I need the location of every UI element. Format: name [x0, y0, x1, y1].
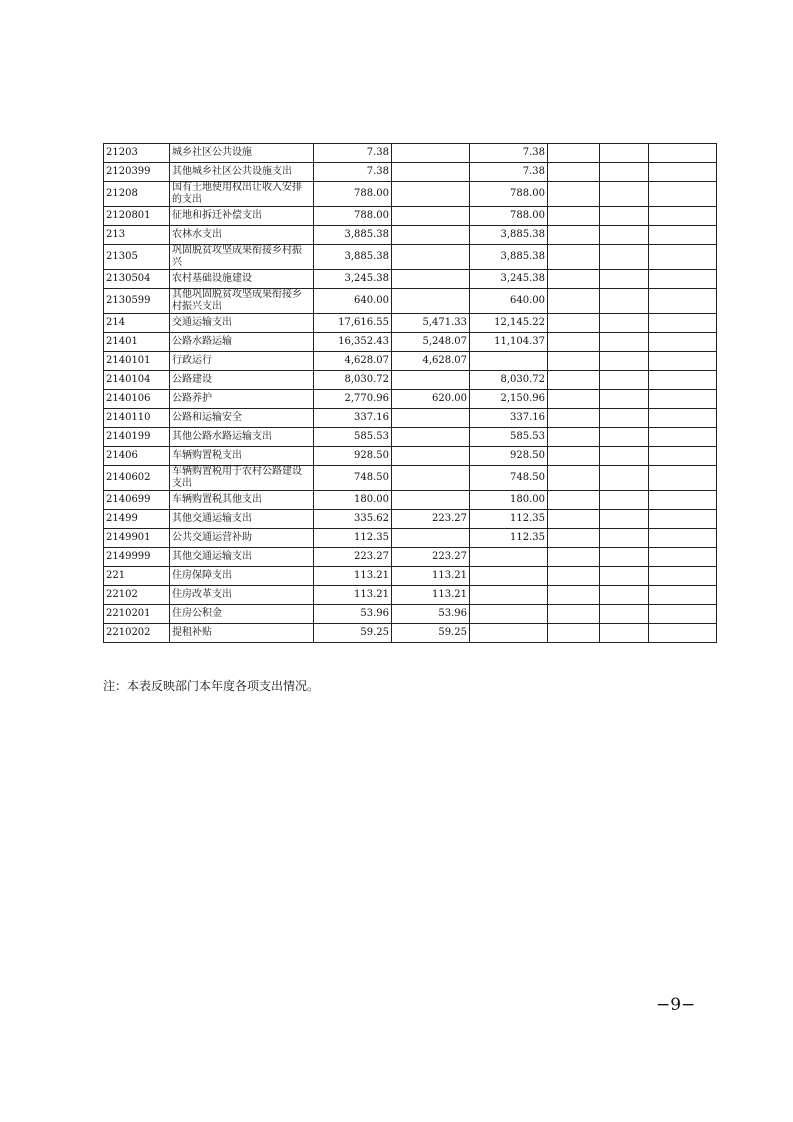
empty-cell — [649, 491, 717, 510]
table-row — [104, 447, 717, 466]
empty-cell — [548, 226, 600, 245]
subject-code-cell: 21401 — [104, 333, 170, 352]
empty-cell — [600, 466, 649, 491]
empty-cell — [600, 491, 649, 510]
empty-cell — [649, 371, 717, 390]
basic-expenditure-cell — [392, 409, 470, 428]
project-expenditure-cell — [470, 605, 548, 624]
subject-name-cell: 车辆购置税支出 — [170, 447, 314, 466]
basic-expenditure-cell — [392, 163, 470, 182]
table-note: 注：本表反映部门本年度各项支出情况。 — [103, 679, 320, 693]
total-cell: 180.00 — [314, 491, 392, 510]
subject-name-cell: 公共交通运营补助 — [170, 529, 314, 548]
project-expenditure-cell: 3,885.38 — [470, 245, 548, 270]
subject-code-cell: 21499 — [104, 510, 170, 529]
empty-cell — [548, 447, 600, 466]
empty-cell — [548, 333, 600, 352]
empty-cell — [548, 371, 600, 390]
empty-cell — [649, 333, 717, 352]
empty-cell — [548, 270, 600, 289]
total-cell: 337.16 — [314, 409, 392, 428]
empty-cell — [649, 548, 717, 567]
subject-name-cell: 公路水路运输 — [170, 333, 314, 352]
subject-code-cell: 21305 — [104, 245, 170, 270]
total-cell: 788.00 — [314, 207, 392, 226]
empty-cell — [600, 245, 649, 270]
project-expenditure-cell: 788.00 — [470, 207, 548, 226]
table-row — [104, 182, 717, 207]
table-row — [104, 289, 717, 314]
basic-expenditure-cell — [392, 529, 470, 548]
empty-cell — [649, 163, 717, 182]
empty-cell — [600, 333, 649, 352]
basic-expenditure-cell: 113.21 — [392, 586, 470, 605]
total-cell: 335.62 — [314, 510, 392, 529]
basic-expenditure-cell — [392, 182, 470, 207]
total-cell: 17,616.55 — [314, 314, 392, 333]
table-row — [104, 510, 717, 529]
empty-cell — [600, 447, 649, 466]
basic-expenditure-cell — [392, 245, 470, 270]
empty-cell — [548, 466, 600, 491]
empty-cell — [649, 466, 717, 491]
subject-code-cell: 214 — [104, 314, 170, 333]
empty-cell — [600, 314, 649, 333]
subject-name-cell: 住房保障支出 — [170, 567, 314, 586]
basic-expenditure-cell: 223.27 — [392, 510, 470, 529]
empty-cell — [600, 226, 649, 245]
empty-cell — [600, 163, 649, 182]
empty-cell — [548, 207, 600, 226]
total-cell: 4,628.07 — [314, 352, 392, 371]
subject-name-cell: 农村基础设施建设 — [170, 270, 314, 289]
subject-code-cell: 2149999 — [104, 548, 170, 567]
empty-cell — [548, 605, 600, 624]
subject-name-cell: 征地和拆迁补偿支出 — [170, 207, 314, 226]
subject-name-cell: 农林水支出 — [170, 226, 314, 245]
subject-code-cell: 213 — [104, 226, 170, 245]
subject-code-cell: 2130599 — [104, 289, 170, 314]
empty-cell — [649, 245, 717, 270]
table-row — [104, 466, 717, 491]
empty-cell — [600, 289, 649, 314]
basic-expenditure-cell — [392, 491, 470, 510]
table-row — [104, 390, 717, 409]
project-expenditure-cell: 7.38 — [470, 144, 548, 163]
page-number: −9− — [656, 995, 696, 1015]
project-expenditure-cell: 788.00 — [470, 182, 548, 207]
subject-code-cell: 221 — [104, 567, 170, 586]
basic-expenditure-cell — [392, 289, 470, 314]
empty-cell — [600, 510, 649, 529]
subject-code-cell: 2140106 — [104, 390, 170, 409]
expenditure-table — [103, 143, 717, 643]
project-expenditure-cell: 180.00 — [470, 491, 548, 510]
empty-cell — [649, 529, 717, 548]
subject-name-cell: 其他交通运输支出 — [170, 510, 314, 529]
subject-name-cell: 车辆购置税其他支出 — [170, 491, 314, 510]
empty-cell — [548, 586, 600, 605]
project-expenditure-cell — [470, 548, 548, 567]
total-cell: 640.00 — [314, 289, 392, 314]
subject-name-cell: 住房公积金 — [170, 605, 314, 624]
empty-cell — [600, 144, 649, 163]
empty-cell — [548, 163, 600, 182]
subject-code-cell: 2210201 — [104, 605, 170, 624]
table-row — [104, 245, 717, 270]
project-expenditure-cell — [470, 352, 548, 371]
total-cell: 3,885.38 — [314, 226, 392, 245]
empty-cell — [600, 270, 649, 289]
empty-cell — [649, 390, 717, 409]
table-row — [104, 333, 717, 352]
total-cell: 113.21 — [314, 567, 392, 586]
empty-cell — [649, 352, 717, 371]
total-cell: 7.38 — [314, 144, 392, 163]
subject-name-cell: 城乡社区公共设施 — [170, 144, 314, 163]
table-row — [104, 586, 717, 605]
project-expenditure-cell: 112.35 — [470, 510, 548, 529]
project-expenditure-cell: 3,245.38 — [470, 270, 548, 289]
subject-name-cell: 车辆购置税用于农村公路建设支出 — [170, 466, 314, 491]
table-row — [104, 207, 717, 226]
empty-cell — [649, 586, 717, 605]
table-row — [104, 409, 717, 428]
total-cell: 788.00 — [314, 182, 392, 207]
empty-cell — [600, 605, 649, 624]
empty-cell — [600, 390, 649, 409]
project-expenditure-cell: 8,030.72 — [470, 371, 548, 390]
total-cell: 112.35 — [314, 529, 392, 548]
basic-expenditure-cell — [392, 466, 470, 491]
empty-cell — [548, 352, 600, 371]
project-expenditure-cell — [470, 567, 548, 586]
empty-cell — [649, 605, 717, 624]
total-cell: 59.25 — [314, 624, 392, 643]
subject-code-cell: 2140104 — [104, 371, 170, 390]
subject-code-cell: 2140602 — [104, 466, 170, 491]
empty-cell — [548, 510, 600, 529]
empty-cell — [548, 144, 600, 163]
project-expenditure-cell: 585.53 — [470, 428, 548, 447]
subject-code-cell: 2120801 — [104, 207, 170, 226]
project-expenditure-cell: 748.50 — [470, 466, 548, 491]
table-row — [104, 144, 717, 163]
basic-expenditure-cell — [392, 144, 470, 163]
subject-code-cell: 21203 — [104, 144, 170, 163]
table-row — [104, 371, 717, 390]
subject-code-cell: 2140101 — [104, 352, 170, 371]
empty-cell — [548, 245, 600, 270]
table-row — [104, 270, 717, 289]
empty-cell — [548, 529, 600, 548]
empty-cell — [548, 567, 600, 586]
table-row — [104, 428, 717, 447]
subject-code-cell: 2130504 — [104, 270, 170, 289]
expenditure-table-body — [104, 144, 717, 643]
subject-name-cell: 交通运输支出 — [170, 314, 314, 333]
empty-cell — [600, 548, 649, 567]
total-cell: 585.53 — [314, 428, 392, 447]
basic-expenditure-cell — [392, 207, 470, 226]
project-expenditure-cell: 112.35 — [470, 529, 548, 548]
project-expenditure-cell: 12,145.22 — [470, 314, 548, 333]
project-expenditure-cell: 640.00 — [470, 289, 548, 314]
empty-cell — [649, 182, 717, 207]
empty-cell — [548, 390, 600, 409]
empty-cell — [548, 182, 600, 207]
subject-name-cell: 公路建设 — [170, 371, 314, 390]
subject-name-cell: 巩固脱贫攻坚成果衔接乡村振兴 — [170, 245, 314, 270]
total-cell: 7.38 — [314, 163, 392, 182]
empty-cell — [649, 226, 717, 245]
basic-expenditure-cell: 59.25 — [392, 624, 470, 643]
empty-cell — [649, 314, 717, 333]
basic-expenditure-cell: 4,628.07 — [392, 352, 470, 371]
empty-cell — [649, 144, 717, 163]
empty-cell — [649, 270, 717, 289]
basic-expenditure-cell: 5,248.07 — [392, 333, 470, 352]
basic-expenditure-cell — [392, 270, 470, 289]
subject-name-cell: 其他公路水路运输支出 — [170, 428, 314, 447]
table-row — [104, 548, 717, 567]
empty-cell — [649, 428, 717, 447]
total-cell: 8,030.72 — [314, 371, 392, 390]
basic-expenditure-cell — [392, 447, 470, 466]
project-expenditure-cell: 11,104.37 — [470, 333, 548, 352]
empty-cell — [600, 352, 649, 371]
subject-name-cell: 公路和运输安全 — [170, 409, 314, 428]
empty-cell — [600, 207, 649, 226]
table-row — [104, 529, 717, 548]
subject-code-cell: 2140199 — [104, 428, 170, 447]
empty-cell — [548, 409, 600, 428]
subject-name-cell: 国有土地使用权出让收入安排的支出 — [170, 182, 314, 207]
subject-name-cell: 行政运行 — [170, 352, 314, 371]
empty-cell — [548, 624, 600, 643]
empty-cell — [600, 529, 649, 548]
table-row — [104, 352, 717, 371]
empty-cell — [548, 548, 600, 567]
total-cell: 16,352.43 — [314, 333, 392, 352]
empty-cell — [649, 510, 717, 529]
empty-cell — [600, 624, 649, 643]
total-cell: 53.96 — [314, 605, 392, 624]
empty-cell — [649, 624, 717, 643]
subject-name-cell: 其他巩固脱贫攻坚成果衔接乡村振兴支出 — [170, 289, 314, 314]
empty-cell — [600, 371, 649, 390]
subject-name-cell: 提租补贴 — [170, 624, 314, 643]
table-row — [104, 491, 717, 510]
empty-cell — [600, 182, 649, 207]
subject-name-cell: 住房改革支出 — [170, 586, 314, 605]
subject-code-cell: 22102 — [104, 586, 170, 605]
basic-expenditure-cell: 53.96 — [392, 605, 470, 624]
total-cell: 2,770.96 — [314, 390, 392, 409]
empty-cell — [649, 447, 717, 466]
basic-expenditure-cell — [392, 226, 470, 245]
basic-expenditure-cell: 223.27 — [392, 548, 470, 567]
total-cell: 223.27 — [314, 548, 392, 567]
project-expenditure-cell: 3,885.38 — [470, 226, 548, 245]
subject-code-cell: 2140699 — [104, 491, 170, 510]
basic-expenditure-cell: 113.21 — [392, 567, 470, 586]
empty-cell — [548, 314, 600, 333]
total-cell: 928.50 — [314, 447, 392, 466]
table-row — [104, 314, 717, 333]
basic-expenditure-cell — [392, 371, 470, 390]
project-expenditure-cell: 7.38 — [470, 163, 548, 182]
empty-cell — [649, 289, 717, 314]
empty-cell — [600, 409, 649, 428]
project-expenditure-cell: 928.50 — [470, 447, 548, 466]
subject-code-cell: 21406 — [104, 447, 170, 466]
table-row — [104, 226, 717, 245]
subject-code-cell: 2140110 — [104, 409, 170, 428]
subject-code-cell: 21208 — [104, 182, 170, 207]
total-cell: 113.21 — [314, 586, 392, 605]
project-expenditure-cell: 2,150.96 — [470, 390, 548, 409]
empty-cell — [548, 491, 600, 510]
table-row — [104, 605, 717, 624]
table-row — [104, 163, 717, 182]
project-expenditure-cell — [470, 624, 548, 643]
table-row — [104, 567, 717, 586]
empty-cell — [600, 586, 649, 605]
subject-code-cell: 2149901 — [104, 529, 170, 548]
total-cell: 3,885.38 — [314, 245, 392, 270]
total-cell: 3,245.38 — [314, 270, 392, 289]
empty-cell — [649, 409, 717, 428]
subject-code-cell: 2210202 — [104, 624, 170, 643]
empty-cell — [548, 428, 600, 447]
subject-name-cell: 公路养护 — [170, 390, 314, 409]
table-row — [104, 624, 717, 643]
subject-name-cell: 其他城乡社区公共设施支出 — [170, 163, 314, 182]
empty-cell — [600, 428, 649, 447]
empty-cell — [649, 567, 717, 586]
total-cell: 748.50 — [314, 466, 392, 491]
subject-code-cell: 2120399 — [104, 163, 170, 182]
subject-name-cell: 其他交通运输支出 — [170, 548, 314, 567]
basic-expenditure-cell — [392, 428, 470, 447]
empty-cell — [649, 207, 717, 226]
basic-expenditure-cell: 620.00 — [392, 390, 470, 409]
project-expenditure-cell — [470, 586, 548, 605]
empty-cell — [548, 289, 600, 314]
project-expenditure-cell: 337.16 — [470, 409, 548, 428]
basic-expenditure-cell: 5,471.33 — [392, 314, 470, 333]
empty-cell — [600, 567, 649, 586]
